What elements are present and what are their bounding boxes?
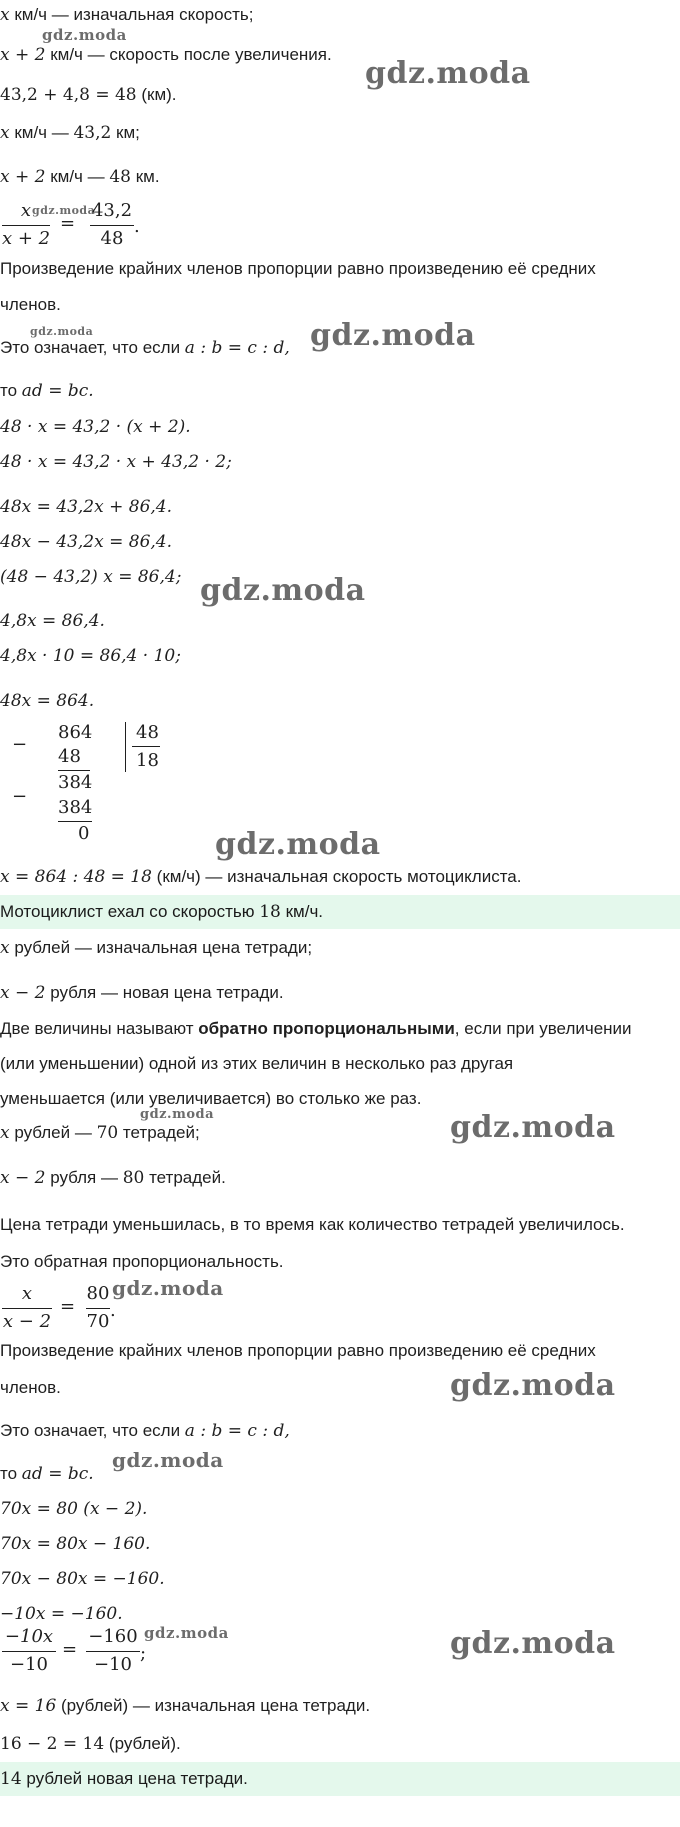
text-line: то ad = bc. [0,381,94,401]
math-line: 70x = 80 (x − 2). [0,1499,148,1519]
text-line: x рублей — изначальная цена тетради; [0,938,313,958]
solution-document: x км/ч — изначальная скорость; gdz.moda x + 2 км/ч — скорость после увеличения. gdz.moda 43,2 + 4,8 = 48 (км). x км/ч — 43,2 км; x + 2 км/ч — 48 км. x x + 2 gdz.moda = 43,2 48 . Произведение крайних членов пропорции равно произведению её средних членов. gdz.moda Это означает, что если a : b = c : d, gdz.moda то ad = bc. 48 · x = 43,2 · (x + 2). 48 · x = 43,2 · x + 43,2 · 2; 48x = 43,2x + 86,4. 48x − 43,2x = 86,4. (48 − 43,2) x = 86,4; gdz.moda 4,8x = 86,4. 4,8x · 10 = 86,4 · 10; 48x = 864. − 864 48 18 48 − 384 384 0 gdz.moda x = 864 : 48 = 18 (км/ч) — изначальная скорость мотоциклиста. Мотоциклист ехал со скоростью 18 км/ч. x рублей — изначальная цена тетради; x − 2 рубля — новая цена тетради. Две величины называют обратно пропорциональными, если при увеличении (или уменьшении) одной из этих величин в несколько раз другая уменьшается (или увеличивается) во столько же раз. gdz.moda gdz.moda x рублей — 70 тетрадей; x − 2 рубля — 80 тетрадей. Цена тетради уменьшилась, в то время как количество тетрадей увеличилось. Это обратная пропорциональность. x x − 2 = 80 70 . gdz.moda Произведение крайних членов пропорции равно произведению её средних членов. gdz.moda Это означает, что если a : b = c : d, то ad = bc. gdz.moda 70x = 80 (x − 2). 70x = 80x − 160. 70x − 80x = −160. −10x = −160. −10x −10 = −160 −10 ; gdz.moda gdz.moda x = 16 (рублей) — изначальная цена тетради. 16 − 2 = 14 (рублей). 14 рублей новая цена тетради. [0,0,680,1827]
watermark-large: gdz.moda [450,1110,616,1145]
equals-sign: = [60,1296,76,1317]
watermark-large: gdz.moda [450,1626,616,1661]
fraction-end: . [110,1300,116,1321]
text-line: x = 864 : 48 = 18 (км/ч) — изначальная скорость мотоциклиста. [0,867,522,887]
math-line: (48 − 43,2) x = 86,4; [0,567,182,587]
text-line: x рублей — 70 тетрадей; [0,1123,200,1143]
watermark-large: gdz.moda [450,1368,616,1403]
text-line: Произведение крайних членов пропорции равно произведению её средних [0,259,596,278]
text-line: то ad = bc. [0,1464,94,1484]
math-line: 48 · x = 43,2 · x + 43,2 · 2; [0,452,232,472]
text-line: x + 2 км/ч — 48 км. [0,167,160,187]
text-line: x + 2 км/ч — скорость после увеличения. [0,45,332,65]
equals-sign: = [60,213,76,234]
text-line: x км/ч — 43,2 км; [0,123,140,143]
fraction-left: −10x −10 [2,1626,56,1678]
math-line: 48x = 43,2x + 86,4. [0,497,173,517]
answer-text: Мотоциклист ехал со скоростью 18 км/ч. [0,902,324,922]
fraction-end: . [134,216,140,237]
math-line: 48x − 43,2x = 86,4. [0,532,173,552]
text-line: x = 16 (рублей) — изначальная цена тетради. [0,1696,371,1716]
text-line: уменьшается (или увеличивается) во столько же раз. [0,1089,422,1108]
fraction-end: ; [140,1643,147,1664]
fraction-left: x x + 2 [2,200,51,249]
watermark-small: gdz.moda [42,26,127,44]
text-line: членов. [0,1378,61,1397]
watermark-large: gdz.moda [200,573,366,608]
equals-sign: = [62,1639,78,1660]
math-line: 4,8x · 10 = 86,4 · 10; [0,646,181,666]
math-line: 70x − 80x = −160. [0,1569,165,1589]
watermark-small: gdz.moda [112,1276,224,1300]
watermark-small: gdz.moda [112,1448,224,1472]
text-line: Произведение крайних членов пропорции равно произведению её средних [0,1341,596,1360]
text-line: Это обратная пропорциональность. [0,1252,284,1271]
math-line: 70x = 80x − 160. [0,1534,151,1554]
math-line: 48x = 864. [0,691,95,711]
watermark-small: gdz.moda [140,1107,215,1122]
answer-text: 14 рублей новая цена тетради. [0,1769,248,1789]
watermark-small: gdz.moda [30,325,94,338]
text-line: Это означает, что если a : b = c : d, [0,1421,290,1441]
text-line: (или уменьшении) одной из этих величин в несколько раз другая [0,1054,514,1073]
fraction-right: −160 −10 [86,1626,140,1678]
fraction-right: 43,2 48 [91,200,133,249]
watermark-large: gdz.moda [310,318,476,353]
text-line: 16 − 2 = 14 (рублей). [0,1734,181,1754]
text-line: членов. [0,295,61,314]
math-line: 4,8x = 86,4. [0,611,105,631]
text-line: x км/ч — изначальная скорость; [0,5,254,25]
text-line: x − 2 рубля — новая цена тетради. [0,983,284,1003]
fraction-left: x x − 2 [2,1283,52,1332]
watermark-small: gdz.moda [144,1624,229,1642]
watermark-large: gdz.moda [215,827,381,862]
math-line: 48 · x = 43,2 · (x + 2). [0,417,191,437]
fraction-right: 80 70 [86,1283,110,1332]
answer-highlight [0,1762,680,1796]
watermark-large: gdz.moda [365,56,531,91]
text-line: Цена тетради уменьшилась, в то время как количество тетрадей увеличилось. [0,1215,625,1234]
text-line: x − 2 рубля — 80 тетрадей. [0,1168,226,1188]
text-line: 43,2 + 4,8 = 48 (км). [0,85,177,105]
watermark-small: gdz.moda [32,204,96,217]
text-line: Две величины называют обратно пропорциональными, если при увеличении [0,1019,632,1038]
text-line: Это означает, что если a : b = c : d, [0,338,290,358]
answer-highlight [0,895,680,929]
math-line: −10x = −160. [0,1604,123,1624]
